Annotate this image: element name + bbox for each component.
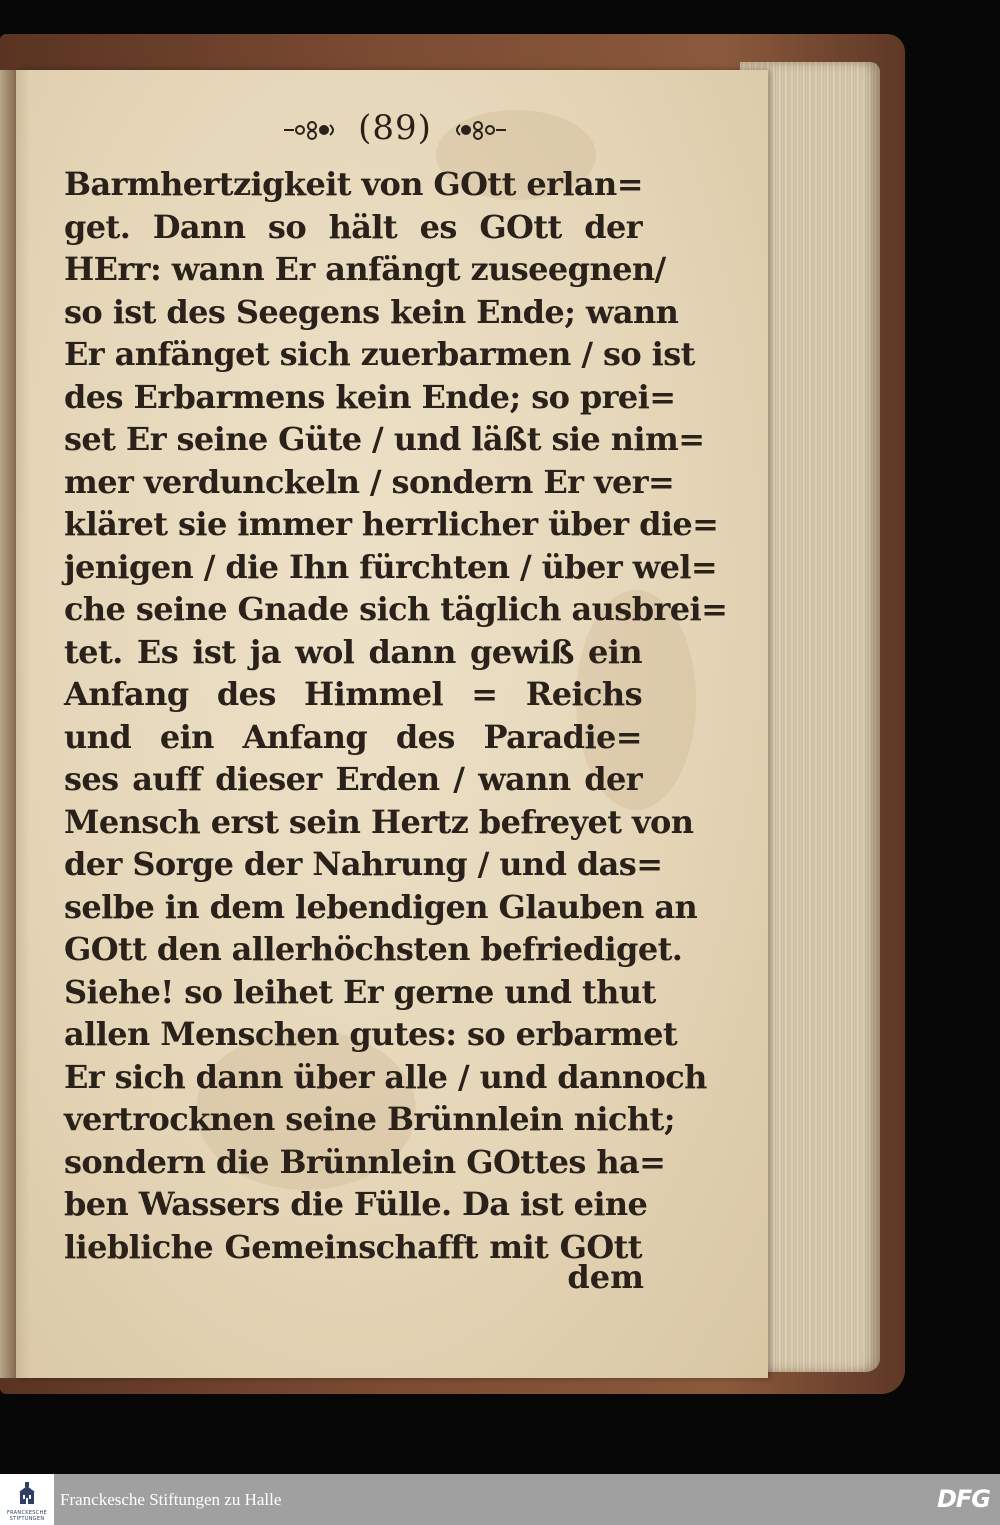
text-line: liebliche Gemeinschafft mit GOtt [64,1227,642,1266]
text-line: ses auff dieser Erden / wann der [64,760,642,798]
text-line: jenigen / die Ihn fürchten / über wel= [64,547,718,586]
text-line: Er anfänget sich zuerbarmen / so ist [64,335,695,373]
text-line: set Er seine Güte / und läßt sie nim= [64,420,705,458]
text-line: Barmhertzigkeit von GOtt erlan= [64,165,643,203]
text-line: und ein Anfang des Paradie= [64,717,642,756]
institution-logo[interactable] [0,1474,54,1525]
text-line: Anfang des Himmel = Reichs [64,675,642,713]
text-line: get. Dann so hält es GOtt der [64,207,642,246]
text-line: mer verdunckeln / sondern Er ver= [64,462,675,501]
text-line: Siehe! so leihet Er gerne und thut [64,972,656,1011]
floral-ornament-icon [452,119,508,141]
text-line: Er sich dann über alle / und dannoch [64,1057,707,1096]
text-line: Mensch erst sein Hertz befreyet von [64,802,694,841]
text-line: des Erbarmens kein Ende; so prei= [64,377,676,416]
viewer-footer [0,1474,1000,1525]
text-line: che seine Gnade sich täglich ausbrei= [64,590,728,628]
text-line: so ist des Seegens kein Ende; wann [64,292,679,331]
text-line: allen Menschen gutes: so erbarmet [64,1015,678,1053]
text-line: tet. Es ist ja wol dann gewiß ein [64,632,642,671]
text-line: ben Wassers die Fülle. Da ist eine [64,1185,648,1223]
body-text [64,163,728,1268]
text-line: selbe in dem lebendigen Glauben an [64,887,698,926]
logo-caption: FRANCKESCHE STIFTUNGEN [6,1510,48,1522]
floral-ornament-icon [282,119,338,141]
text-line: HErr: wann Er anfängt zuseegnen/ [64,250,666,288]
text-line: vertrocknen seine Brünnlein nicht; [64,1100,675,1138]
dfg-logo[interactable]: DFG [936,1485,990,1513]
text-line: GOtt den allerhöchsten befriediget. [64,930,683,968]
text-line: der Sorge der Nahrung / und das= [64,845,663,883]
page-number: (89) [358,108,432,148]
page-gutter [0,70,30,1378]
catchword: dem [567,1258,644,1296]
text-line: sondern die Brünnlein GOttes ha= [64,1142,666,1181]
page-header [0,108,790,148]
text-line: kläret sie immer herrlicher über die= [64,505,719,543]
franckesche-stiftungen-logo-icon [17,1482,37,1506]
institution-name: Franckesche Stiftungen zu Halle [60,1490,282,1509]
